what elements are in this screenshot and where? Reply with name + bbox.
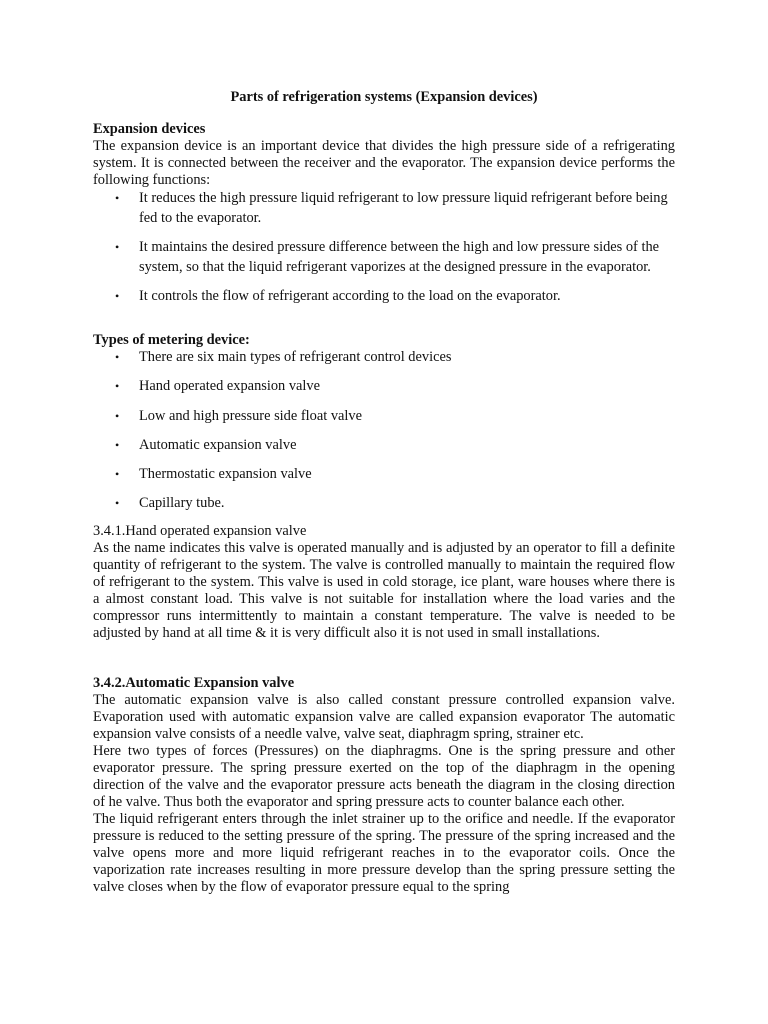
list-item: • It controls the flow of refrigerant according to the load on the evaporator. (93, 287, 675, 307)
list-item: • Capillary tube. (93, 495, 675, 512)
section-metering-types (93, 332, 675, 525)
section-expansion-devices (93, 121, 675, 317)
section-heading: 3.4.2.Automatic Expansion valve (93, 675, 295, 691)
types-list (93, 349, 675, 512)
section-body: As the name indicates this valve is operated manually and is adjusted by an operator to fill a definite quantity of refrigerant to the system. The valve is controlled manually to maintain the required flow of refrigerant to the system. This valve is used in cold storage, ice plant, ware houses where there is a almost constant load. This valve is not suitable for installation where the load varies and the compressor runs intermittently to maintain a constant temperature. The valve is needed to be adjusted by hand at all time & it is very difficult also it is not used in small installations. (93, 540, 675, 641)
section-heading: 3.4.1.Hand operated expansion valve (93, 523, 307, 539)
paragraph: The automatic expansion valve is also called constant pressure controlled expansion valve. Evaporation used with automatic expansion valve are called expansion evaporator The automatic expansion valve consists of a needle valve, valve seat, diaphragm spring, strainer etc. (93, 692, 675, 742)
list-item: • There are six main types of refrigerant control devices (93, 349, 675, 366)
section-heading: Types of metering device: (93, 332, 250, 348)
list-item: • Hand operated expansion valve (93, 378, 675, 395)
section-automatic-valve (93, 675, 675, 896)
list-item: • Thermostatic expansion valve (93, 466, 675, 483)
paragraph: Here two types of forces (Pressures) on the diaphragms. One is the spring pressure and other evaporator pressure. The spring pressure exerted on the top of the diaphragm in the opening direction of the valve and the evaporator pressure acts beneath the diagram in the closing direction of he valve. Thus both the evaporator and spring pressure acts to counter balance each other. (93, 743, 675, 810)
section-heading: Expansion devices (93, 121, 206, 137)
list-item: • Automatic expansion valve (93, 437, 675, 454)
list-item: • It maintains the desired pressure difference between the high and low pressure sides of the system, so that the liquid refrigerant vaporizes at the designed pressure in the evaporator. (93, 238, 675, 277)
functions-list (93, 189, 675, 307)
section-intro: The expansion device is an important device that divides the high pressure side of a refrigerating system. It is connected between the receiver and the evaporator. The expansion device performs the following functions: (93, 138, 675, 188)
list-item: • Low and high pressure side float valve (93, 408, 675, 425)
paragraph: The liquid refrigerant enters through the inlet strainer up to the orifice and needle. If the evaporator pressure is reduced to the setting pressure of the spring. The pressure of the spring increased and the valve opens more and more liquid refrigerant reaches in to the evaporator coils. Once the vaporization rate increases resulting in more pressure develop than the spring pressure setting the valve closes when by the flow of evaporator pressure equal to the spring (93, 811, 675, 895)
list-item: • It reduces the high pressure liquid refrigerant to low pressure liquid refrigerant before being fed to the evaporator. (93, 189, 675, 228)
section-hand-operated-valve (93, 523, 675, 642)
document-title: Parts of refrigeration systems (Expansion devices) (230, 89, 538, 105)
